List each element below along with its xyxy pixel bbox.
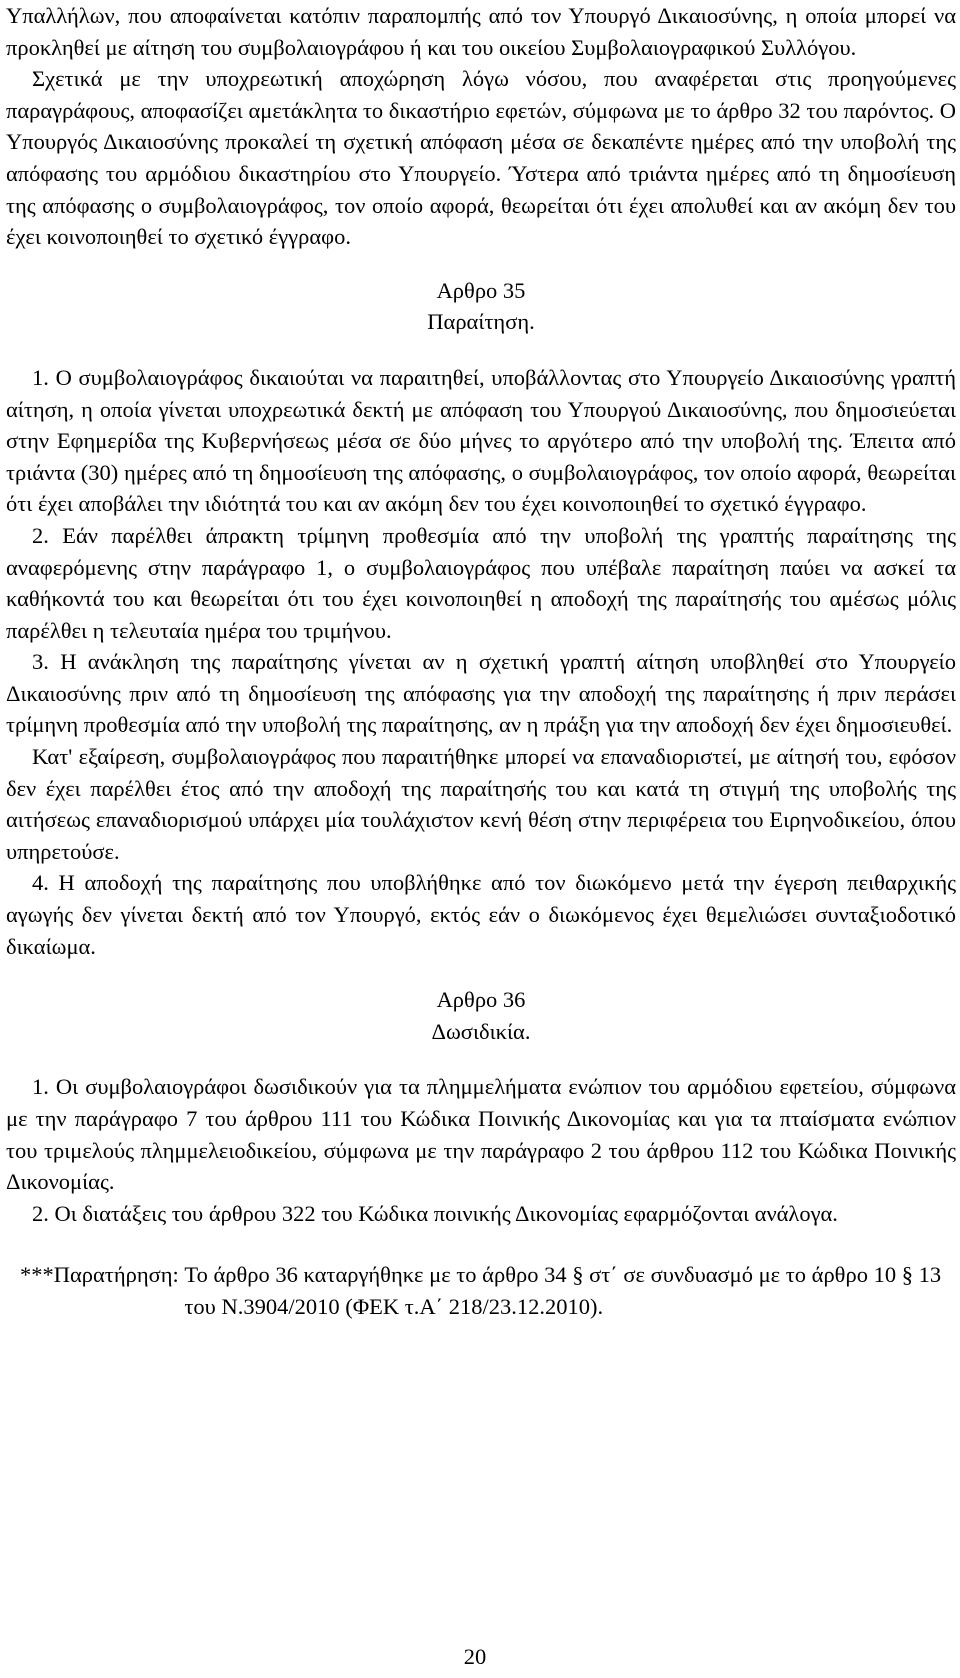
page-number: 20 [463,1644,487,1669]
article-35-paragraph-1: 1. Ο συμβολαιογράφος δικαιούται να παραιτηθεί, υποβάλλοντας στο Υπουργείο Δικαιοσύνης γραπτή αίτηση, η οποία γίνεται υποχρεωτικά δεκτή με απόφαση του Υπουργού Δικαιοσύνης, που δημοσιεύεται στην Εφημερίδα της Κυβερνήσεως μέσα σε δύο μήνες το αργότερο από την υποβολή της. Έπειτα από τριάντα (30) ημέρες από τη δημοσίευση της απόφασης, ο συμβολαιογράφος, τον οποίο αφορά, θεωρείται ότι έχει αποβάλει την ιδιότητά του και αν ακόμη δεν του έχει κοινοποιηθεί το σχετικό έγγραφο. [6,364,956,517]
article-35-title: Παραίτηση. [427,309,535,335]
article-35-paragraph-2: 2. Εάν παρέλθει άπρακτη τρίμηνη προθεσμία από την υποβολή της γραπτής παραίτησης της αναφερόμενης στην παράγραφο 1, ο συμβολαιογράφος που υπέβαλε παραίτηση παύει να ασκεί τα καθήκοντά του και θεωρείται ότι του έχει κοινοποιηθεί η αποδοχή της παραίτησής του αμέσως μόλις παρέλθει η τελευταία ημέρα του τριμήνου. [6,522,956,643]
repeal-note-text: Το άρθρο 36 καταργήθηκε με το άρθρο 34 § στ΄ σε συνδυασμό με το άρθρο 10 § 13 του Ν.3904/2010 (ΦΕΚ τ.Α΄ 218/23.12.2010). [184,1262,942,1319]
article-35-paragraph-4: 4. Η αποδοχή της παραίτησης που υποβλήθηκε από τον διωκόμενο μετά την έγερση πειθαρχικής αγωγής δεν γίνεται δεκτή από τον Υπουργό, εκτός εάν ο διωκόμενος έχει θεμελιώσει συνταξιοδοτικό δικαίωμα. [6,870,956,959]
article-36-title: Δωσιδικία. [431,1018,531,1044]
article-36-paragraph-2: 2. Οι διατάξεις του άρθρου 322 του Κώδικα ποινικής Δικονομίας εφαρμόζονται ανάλογα. [32,1200,838,1226]
article-36-heading [6,984,956,1047]
article-35-heading [6,275,956,338]
article-35-exception-paragraph: Κατ' εξαίρεση, συμβολαιογράφος που παραιτήθηκε μπορεί να επαναδιοριστεί, με αίτησή του, εφόσον δεν έχει παρέλθει έτος από την αποδοχή της παραίτησής του και κατά τη στιγμή της υποβολής της αιτήσεως επαναδιορισμού υπάρχει μία τουλάχιστον κενή θέση στην περιφέρεια του Ειρηνοδικείου, όπου υπηρετούσε. [6,744,956,864]
article-35-paragraph-3: 3. Η ανάκληση της παραίτησης γίνεται αν η σχετική γραπτή αίτηση υποβληθεί στο Υπουργείο Δικαιοσύνης πριν από τη δημοσίευση της απόφασης για την αποδοχή της παραίτησης ή πριν περάσει τρίμηνη προθεσμία από την υποβολή της παραίτησης, αν η πράξη για την αποδοχή δεν έχει δημοσιευθεί. [6,649,956,738]
article-35-number: Αρθρο 35 [436,277,526,303]
repeal-note [6,1259,956,1322]
intro-paragraph-1: Υπαλλήλων, που αποφαίνεται κατόπιν παραπομπής από τον Υπουργό Δικαιοσύνης, η οποία μπορεί να προκληθεί με αίτηση του συμβολαιογράφου ή και του οικείου Συμβολαιογραφικού Συλλόγου. [6,3,956,60]
article-36-paragraph-1: 1. Οι συμβολαιογράφοι δωσιδικούν για τα πλημμελήματα ενώπιον του αρμόδιου εφετείου, σύμφωνα με την παράγραφο 7 του άρθρου 111 του Κώδικα Ποινικής Δικονομίας και για τα πταίσματα ενώπιον του τριμελούς πλημμελειοδικείου, σύμφωνα με την παράγραφο 2 του άρθρου 112 του Κώδικα Ποινικής Δικονομίας. [6,1074,956,1195]
article-36-number: Αρθρο 36 [436,987,526,1013]
intro-paragraph-2: Σχετικά με την υποχρεωτική αποχώρηση λόγω νόσου, που αναφέρεται στις προηγούμενες παραγράφους, αποφασίζει αμετάκλητα το δικαστήριο εφετών, σύμφωνα με το άρθρο 32 του παρόντος. Ο Υπουργός Δικαιοσύνης προκαλεί τη σχετική απόφαση μέσα σε δεκαπέντε ημέρες από την υποβολή της απόφασης του αρμόδιου δικαστηρίου στο Υπουργείο. Ύστερα από τριάντα ημέρες από τη δημοσίευση της απόφασης ο συμβολαιογράφος, τον οποίο αφορά, θεωρείται ότι έχει απολυθεί και αν ακόμη δεν του έχει κοινοποιηθεί το σχετικό έγγραφο. [6,66,956,250]
repeal-note-label: ***Παρατήρηση: [20,1262,185,1288]
document-page [6,0,956,1323]
